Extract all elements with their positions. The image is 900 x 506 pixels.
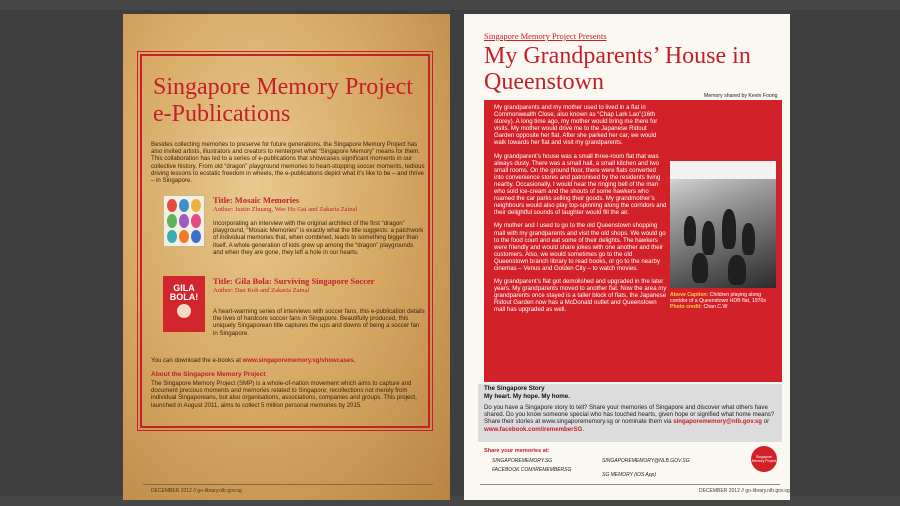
footer-divider xyxy=(480,484,780,485)
gila-bola-cover-text: GILA BOLA! xyxy=(169,283,199,302)
article-title: My Grandparents’ House in Queenstown xyxy=(484,43,751,95)
about-heading: About the Singapore Memory Project xyxy=(151,371,266,378)
book1-description: Incorporating an interview with the original architect of the first “dragon” playground, “Mosaic Memories” is exactly what the title suggests: a patchwork of individual memories that, when combined, leads to something bigger than itself. A whole generation of kids grew up among the “dragon” playgrounds and when they are gone, they left a hole in our hearts. xyxy=(213,220,424,256)
story-paragraph: My grandparent’s house was a small three-room flat that was always dusty. There was a small hall, a small kitchen and two small rooms. On the ground floor, there were flats converted into convenience stores and patronised by the residents living nearby. Occasionally, I would hear the ringing bell of the man who sold ice-cream and the shouts of some hawkers who roamed the car parks selling their goods. My grandmother’s neighbours would also play top-spinning along the corridors and their delightful sounds of laughter would fill the air. xyxy=(494,152,667,217)
footer-divider xyxy=(143,484,433,485)
intro-text: Besides collecting memories to preserve for future generations, the Singapore Memory Project has also invited artists, illustrators and creators to reinterpret what “Singapore Memory” means for them. This collaboration has led to a series of e-publications that showcases significant moments in our collective history. From old “dragon” playground memories to heart-stopping soccer moments, tedious driving lessons to ecstatic freedom in wheels, the e-publications depict what it’s like to be – and thrive – in Singapore. xyxy=(151,141,425,185)
story-text xyxy=(494,104,667,320)
photo-caption: Above Caption: Children playing along corridor of a Queenstown HDB flat, 1970s Photo credit: Chan C.W xyxy=(670,292,767,311)
handle-website[interactable]: SINGAPOREMEMORY.SG xyxy=(492,458,553,464)
gila-bola-cover xyxy=(163,276,205,332)
handle-email[interactable]: SINGAPOREMEMORY@NLB.GOV.SG xyxy=(602,458,690,464)
book2-author: Author: Dan Koh and Zakaria Zainal xyxy=(213,287,310,294)
book1-author: Author: Justin Zhuang, Wee Ho Gai and Zakaria Zainal xyxy=(213,206,358,213)
book1-title: Title: Mosaic Memories xyxy=(213,195,300,205)
singapore-story-tagline: My heart. My hope. My home. xyxy=(484,393,570,400)
page-title: Singapore Memory Project e-Publications xyxy=(153,74,413,127)
handle-facebook[interactable]: FACEBOOK.COM/IREMEMBERSG xyxy=(492,467,572,473)
singapore-story-heading: The Singapore Story xyxy=(484,385,545,392)
right-page xyxy=(464,14,790,500)
facebook-link[interactable]: www.facebook.com/irememberSG xyxy=(484,425,583,433)
email-link[interactable]: singaporememory@nlb.gov.sg xyxy=(673,418,763,426)
shared-by: Memory shared by Kevin Foong xyxy=(704,93,778,99)
left-footer: DECEMBER 2012 // go-library.nlb.gov.sg xyxy=(151,488,242,494)
share-heading: Share your memories at: xyxy=(484,448,550,454)
book2-description: A heart-warming series of interviews with soccer fans, this e-publication details the lives of hardcore soccer fans in Singapore. Beautifully produced, this uniquely Singaporean title captures the ups and downs of being a soccer fan in Singapore. xyxy=(213,308,425,337)
mosaic-memories-cover xyxy=(163,195,205,247)
presents-label: Singapore Memory Project Presents xyxy=(484,31,607,41)
about-body: The Singapore Memory Project (SMP) is a whole-of-nation movement which aims to capture and document precious moments and memories related to Singapore; recollections not merely from individual Singaporeans, but also organisations, associations, companies and groups. This project, launched in August 2011, aims to collect 5 million personal memories by 2015. xyxy=(151,380,417,409)
download-line: You can download the e-books at www.singaporememory.sg/showcases. xyxy=(151,357,356,364)
book2-title: Title: Gila Bola: Surviving Singapore Soccer xyxy=(213,276,375,286)
singapore-story-body: Do you have a Singapore story to tell? Share your memories of Singapore and discover what others have shared. Do you know someone special who has touched hearts, given hope or signified what home means? Share their stories at www.singaporememory.sg or nominate them via singaporememory@nlb.gov.sg or www.facebook.com/irememberSG. xyxy=(484,404,775,433)
handle-app[interactable]: SG MEMORY (iOS App) xyxy=(602,472,656,478)
story-paragraph: My grandparents and my mother used to lived in a flat in Commonwealth Close, also known as “Chap Lark Lao”(16th storey). A long time ago, my mother would bring me there for visits. My mother would drive me to the Japanese Ridout Garden opposite her flat. After she parked her car, we would walk towards her flat and visit my grandparents. xyxy=(494,104,658,147)
smp-logo: Singapore Memory Project xyxy=(751,446,777,472)
story-paragraph: My mother and I used to go to the old Queenstown shopping mall with my grandparents and visit the old shops. We would go to the food court and eat some of their delights. The hawkers were friendly and would share jokes with one another and their customers. Also, we would sometimes go to the old Queenstown branch library to read books, or go to the nearby cinemas – Venus and Golden City – to watch movies. xyxy=(494,222,666,272)
left-page xyxy=(123,14,450,500)
children-photo xyxy=(670,161,776,288)
right-footer: DECEMBER 2012 // go-library.nlb.gov.sg xyxy=(699,488,790,494)
story-paragraph: My grandparent’s flat got demolished and upgraded in the later years. My grandparents moved to another flat. Now the area my grandparents once stayed is a taller block of flats, the Japanese Ridout Garden now has a McDonald outlet and Queenstown mall has upgraded as well. xyxy=(494,278,667,314)
download-link[interactable]: www.singaporememory.sg/showcases. xyxy=(242,357,356,364)
